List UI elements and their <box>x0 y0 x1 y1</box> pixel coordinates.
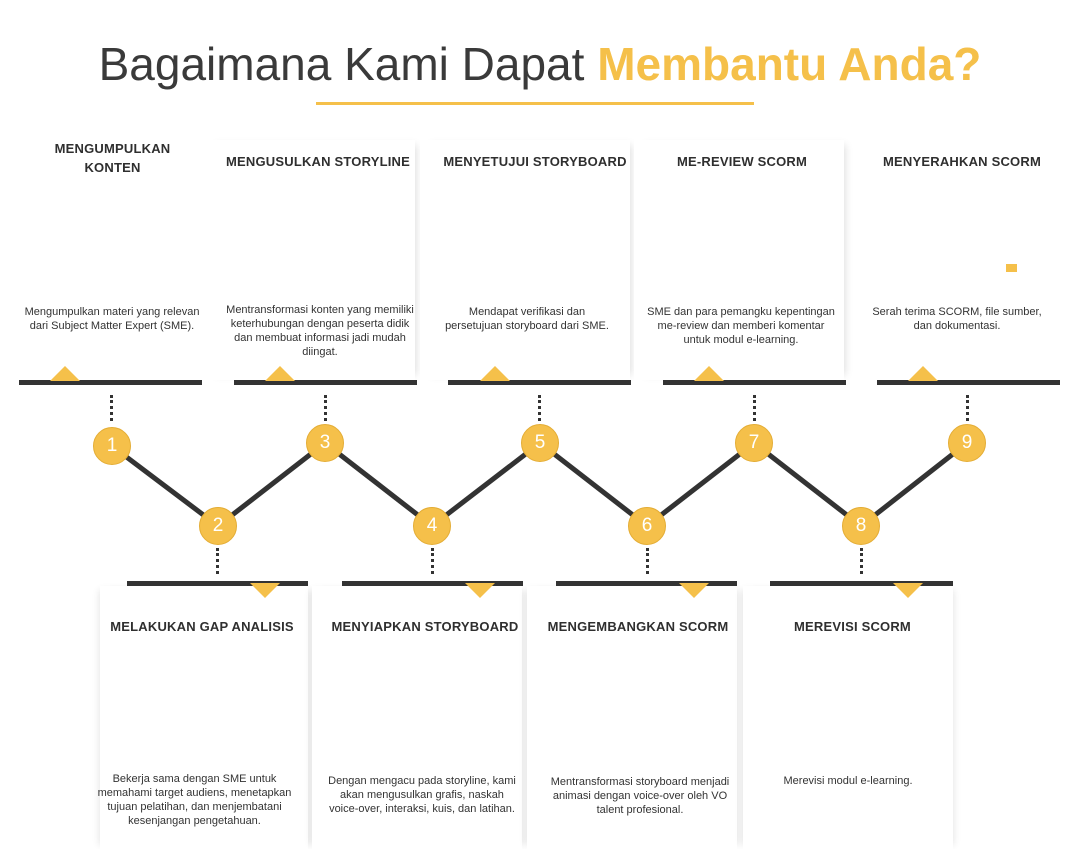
step-9-bar <box>877 380 1060 385</box>
step-2-bar <box>127 581 308 586</box>
step-1-marker <box>50 366 80 381</box>
step-7-marker <box>694 366 724 381</box>
step-3-description: Mentransformasi konten yang memiliki keterhubungan dengan peserta didik dan membuat informasi jadi mudah diingat. <box>226 304 414 358</box>
step-1-connector <box>110 395 113 421</box>
step-7-circle: 7 <box>735 424 773 462</box>
step-8-connector <box>860 548 863 574</box>
step-9-title: MENYERAHKAN SCORM <box>883 154 1041 169</box>
step-9-marker <box>908 366 938 381</box>
step-6-connector <box>646 548 649 574</box>
step-7-bar <box>663 380 846 385</box>
step-7-description: SME dan para pemangku kepentingan me-review dan memberi komentar untuk modul e-learning. <box>647 306 835 346</box>
step-4-bar <box>342 581 523 586</box>
step-5-marker <box>480 366 510 381</box>
step-1-circle: 1 <box>93 427 131 465</box>
step-6-circle: 6 <box>628 507 666 545</box>
step-6-bar <box>556 581 737 586</box>
step-6-title: MENGEMBANGKAN SCORM <box>547 619 729 634</box>
step-1-description: Mengumpulkan materi yang relevan dari Subject Matter Expert (SME). <box>24 306 200 332</box>
step-5-title: MENYETUJUI STORYBOARD <box>443 154 627 169</box>
step-1-bar <box>19 380 202 385</box>
step-8-bar <box>770 581 953 586</box>
step-4-title: MENYIAPKAN STORYBOARD <box>331 619 519 634</box>
step-6-marker <box>679 583 709 598</box>
step-2-connector <box>216 548 219 574</box>
step-4-connector <box>431 548 434 574</box>
step-9-description: Serah terima SCORM, file sumber, dan dokumentasi. <box>872 306 1042 332</box>
step-7-title: ME-REVIEW SCORM <box>676 154 808 169</box>
step-4-marker <box>465 583 495 598</box>
step-3-connector <box>324 395 327 421</box>
title-highlight: Membantu Anda? <box>597 38 982 90</box>
step-5-bar <box>448 380 631 385</box>
step-3-marker <box>265 366 295 381</box>
step-2-title: MELAKUKAN GAP ANALISIS <box>110 619 294 634</box>
step-9-circle: 9 <box>948 424 986 462</box>
step-4-description: Dengan mengacu pada storyline, kami akan mengusulkan grafis, naskah voice-over, interaksi, kuis, dan latihan. <box>328 775 516 815</box>
step-1-title: MENGUMPULKAN KONTEN <box>54 141 171 175</box>
step-2-description: Bekerja sama dengan SME untuk memahami target audiens, menetapkan tujuan pelatihan, dan menjembatani kesenjangan pengetahuan. <box>97 773 292 827</box>
step-5-circle: 5 <box>521 424 559 462</box>
step-8-title: MEREVISI SCORM <box>794 619 911 634</box>
step-6-description: Mentransformasi storyboard menjadi animasi dengan voice-over oleh VO talent profesional. <box>550 776 730 816</box>
title-plain: Bagaimana Kami Dapat <box>98 38 585 90</box>
step-3-title: MENGUSULKAN STORYLINE <box>225 154 411 169</box>
step-5-connector <box>538 395 541 421</box>
step-9-connector <box>966 395 969 421</box>
step-4-circle: 4 <box>413 507 451 545</box>
step-8-description: Merevisi modul e-learning. <box>783 775 913 787</box>
step-5-description: Mendapat verifikasi dan persetujuan storyboard dari SME. <box>445 306 609 332</box>
step-3-circle: 3 <box>306 424 344 462</box>
step-2-circle: 2 <box>199 507 237 545</box>
step-2-marker <box>250 583 280 598</box>
step-8-marker <box>893 583 923 598</box>
step-8-circle: 8 <box>842 507 880 545</box>
decorative-square <box>1006 264 1017 272</box>
step-7-connector <box>753 395 756 421</box>
step-3-bar <box>234 380 417 385</box>
